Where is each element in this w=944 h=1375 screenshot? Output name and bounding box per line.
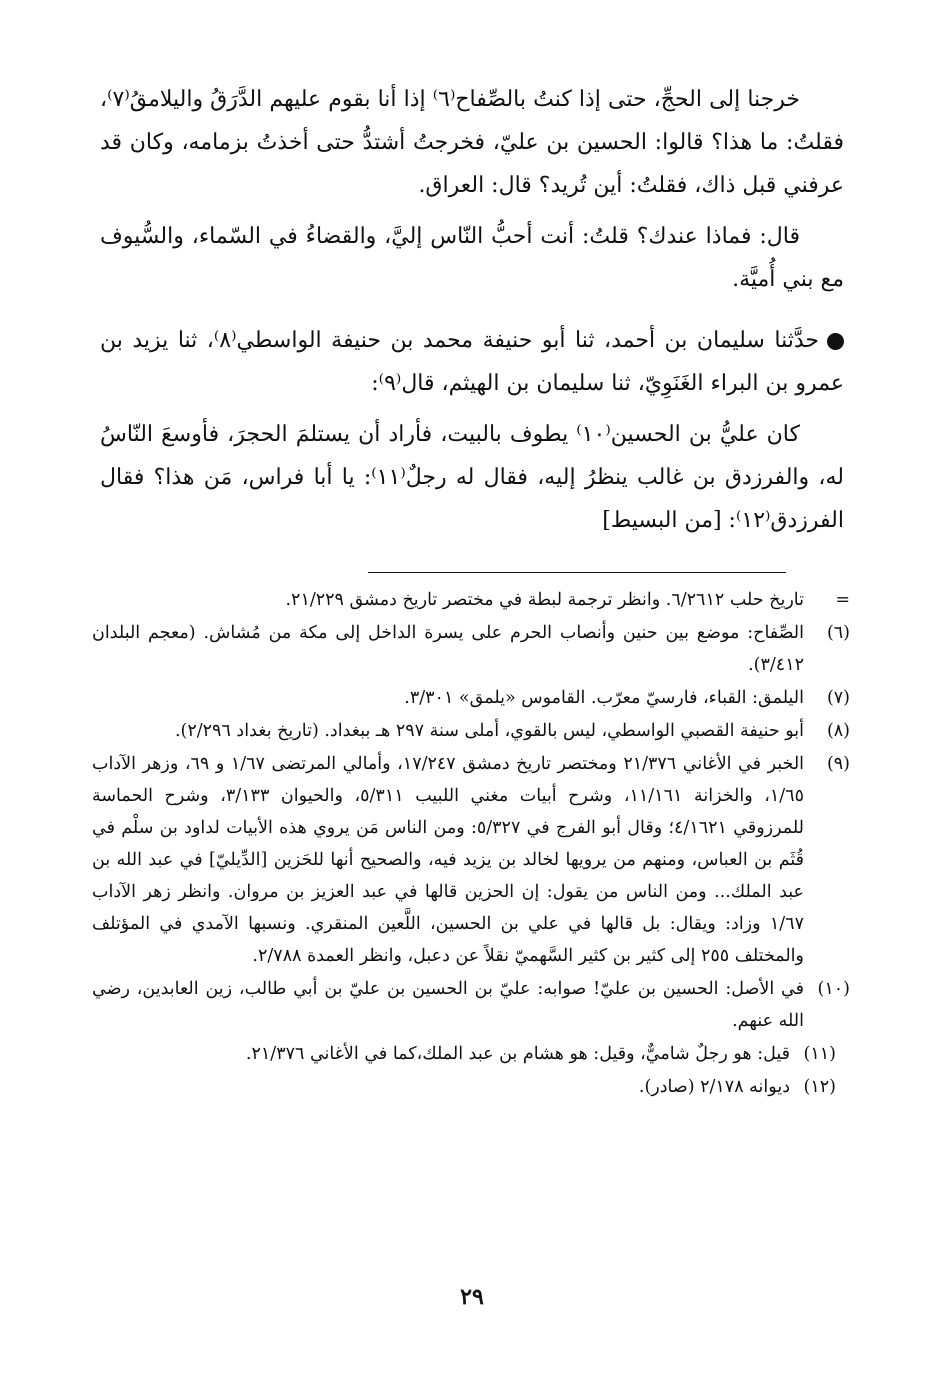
footnote-number: (٩)	[826, 754, 850, 774]
footnote-number: (٦)	[826, 623, 850, 643]
footnote-text: ديوانه ٢/١٧٨ (صادر).	[638, 1077, 790, 1097]
footnote	[92, 973, 850, 1037]
footnote-text: اليلمق: القباء، فارسيّ معرّب. القاموس «يلمق» ٣/٣٠١.	[404, 688, 804, 708]
paragraph-1: خرجنا إلى الحجِّ، حتى إذا كنتُ بالصِّفاح⁽٦⁾ إذا أنا بقوم عليهم الدَّرَقُ واليلامقُ⁽٧⁾، فقلتُ: ما هذا؟ قالوا: الحسين بن عليّ، فخرجتُ أشتدُّ حتى أخذتُ بزمامه، وكان قد عرفني قبل ذاك، فقلتُ: أين تُريد؟ قال: العراق.	[100, 87, 844, 198]
footnotes	[92, 584, 850, 1104]
footnote	[92, 1071, 850, 1103]
footnote-number: (٨)	[826, 721, 850, 741]
footnote-number: (١٠)	[817, 979, 850, 999]
footnote-text: الخبر في الأغاني ٢١/٣٧٦ ومختصر تاريخ دمشق ١٧/٢٤٧، وأمالي المرتضى ١/٦٧ و ٦٩، وزهر الآداب ١/٦٥، والخزانة ١١/١٦١، وشرح أبيات مغني اللبيب ٥/٣١١، والحيوان ٣/١٣٣، وشرح الحماسة للمرزوقي ٤/١٦٢١؛ وقال أبو الفرج في ٥/٣٢٧: ومن الناس مَن يروي هذه الأبيات لداود بن سلْم في قُثَم بن العباس، ومنهم من يرويها لخالد بن يزيد فيه، والصحيح أنها للحَزين [الدِّيليّ] في عبد الله بن عبد الملك... ومن الناس من يقول: إن الحزين قالها في عبد العزيز بن مروان. وانظر زهر الآداب ١/٦٧ وزاد: ويقال: بل قالها في علي بن الحسين، اللَّعين المنقري. ونسبها الآمدي في المؤتلف والمختلف ٢٥٥ إلى كثير بن كثير السَّهميّ نقلاً عن دعبل، وانظر العمدة ٢/٧٨٨.	[92, 754, 805, 966]
footnote-text: الصِّفاح: موضع بين حنين وأنصاب الحرم على يسرة الداخل إلى مكة من مُشاش. (معجم البلدان ٣/٤١٢).	[92, 623, 804, 675]
footnote-number: (١٢)	[803, 1077, 836, 1097]
page-number: ٢٩	[460, 1284, 484, 1310]
footnote-text: في الأصل: الحسين بن عليّ! صوابه: عليّ بن الحسين بن عليّ بن أبي طالب، زين العابدين، رضي الله عنهم.	[92, 979, 804, 1031]
bullet-icon	[827, 333, 844, 350]
footnote-text: قيل: هو رجلٌ شاميٌّ، وقيل: هو هشام بن عبد الملك،كما في الأغاني ٢١/٣٧٦.	[245, 1044, 790, 1064]
paragraph-2: قال: فماذا عندك؟ قلتُ: أنت أحبُّ النّاس إليَّ، والقضاءُ في السّماء، والسُّيوف مع بني أُميَّة.	[100, 224, 844, 292]
footnote	[92, 617, 850, 681]
footnote	[92, 584, 850, 616]
paragraph-3	[100, 319, 844, 405]
footnote-number: =	[835, 590, 850, 610]
paragraph-4: كان عليُّ بن الحسين⁽١٠⁾ يطوف بالبيت، فأراد أن يستلمَ الحجرَ، فأوسعَ النّاسُ له، والفرزدق بن غالب ينظرُ إليه، فقال له رجلٌ⁽١١⁾: يا أبا فراس، مَن هذا؟ فقال الفرزدق⁽١٢⁾: [من البسيط]	[100, 422, 844, 533]
footnote	[92, 748, 850, 972]
main-text	[100, 78, 844, 550]
footnote	[92, 1038, 850, 1070]
footnote-text: تاريخ حلب ٦/٢٦١٢. وانظر ترجمة لبطة في مختصر تاريخ دمشق ٢١/٢٢٩.	[285, 590, 804, 610]
footnote-number: (١١)	[803, 1044, 836, 1064]
footnote	[92, 715, 850, 747]
footnote-number: (٧)	[826, 688, 850, 708]
paragraph-3-text: حدَّثنا سليمان بن أحمد، ثنا أبو حنيفة محمد بن حنيفة الواسطي⁽٨⁾، ثنا يزيد بن عمرو بن البراء الغَنَوِيّ، ثنا سليمان بن الهيثم، قال⁽٩⁾:	[100, 328, 844, 396]
footnote-text: أبو حنيفة القصبي الواسطي، ليس بالقوي، أملى سنة ٢٩٧ هـ ببغداد. (تاريخ بغداد ٢/٢٩٦).	[174, 721, 804, 741]
footnote	[92, 682, 850, 714]
footnote-divider	[368, 572, 786, 573]
